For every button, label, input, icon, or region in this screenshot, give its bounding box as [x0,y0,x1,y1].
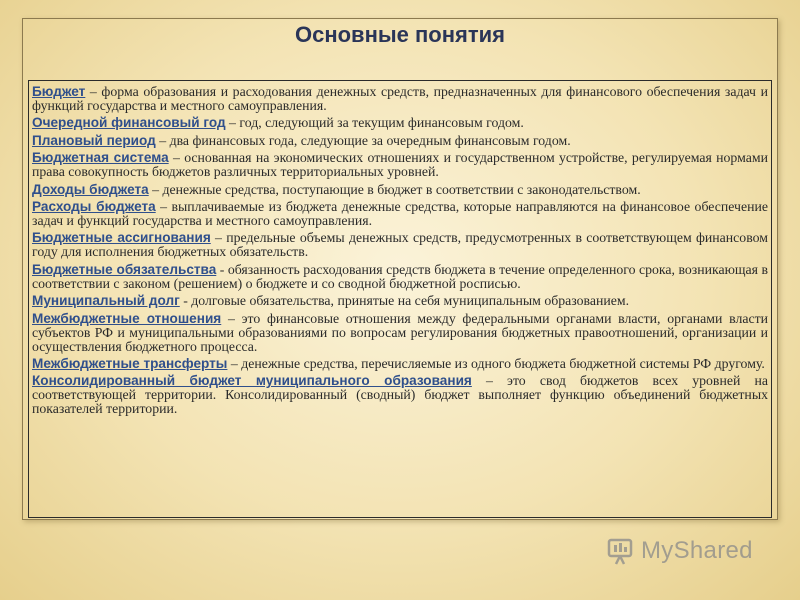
definition-entry [32,263,768,291]
term: Муниципальный долг [32,293,180,309]
definition-entry [32,231,768,259]
term: Бюджет [32,84,86,99]
term: Очередной финансовый год [32,115,226,131]
definition-text: – основанная на экономических отношениях и государственном устройстве, регулируемая нормами права совокупность бюджетов различных территориальных уровней. [32,150,768,180]
term: Бюджетные обязательства [32,261,217,277]
term: Межбюджетные отношения [32,310,222,326]
definition-text: – год, следующий за текущим финансовым годом. [225,115,524,131]
definition-text: - долговые обязательства, принятые на себя муниципальным образованием. [179,293,630,309]
definition-entry [32,134,768,148]
term: Плановый период [32,132,156,148]
definition-text: – денежные средства, поступающие в бюджет в соответствии с законодательством. [148,181,641,197]
definitions-box [28,80,772,518]
myshared-logo[interactable] [606,536,753,566]
definition-text: – это финансовые отношения между федеральными органами власти, органами власти субъектов РФ и муниципальными образованиями по вопросам регулирования бюджетных правоотношений, организации и осуществления бюджетного процесса. [32,310,768,354]
term: Консолидированный бюджет муниципального образования [32,373,472,389]
definition-entry [32,294,768,308]
term: Бюджетные ассигнования [32,230,211,246]
term: Межбюджетные трансферты [32,355,228,371]
term: Доходы бюджета [32,181,149,197]
term: Бюджетная система [32,150,169,166]
definition-text: - обязанность расходования средств бюджета в течение определенного срока, возникающая в соответствии с законом (решением) о бюджете и со сводной бюджетной росписью. [32,261,769,291]
definition-text: – это свод бюджетов всех уровней на соответствующей территории. Консолидированный (сводный) бюджет выполняет функцию объединений бюджетных показателей территории. [32,373,768,417]
definition-entry [32,374,768,416]
definition-text: – выплачиваемые из бюджета денежные средства, которые направляются на финансовое обеспечение задач и функций государства и местного самоуправления. [32,198,768,228]
term: Расходы бюджета [32,198,156,214]
slide-title: Основные понятия [294,22,505,47]
definition-text: – форма образования и расходования денежных средств, предназначенных для финансового обеспечения задач и функций государства и местного самоуправления. [32,84,768,113]
presentation-board-icon [606,536,636,566]
definition-entry [32,357,768,371]
definition-text: – два финансовых года, следующие за очередным финансовым годом. [155,132,571,148]
definition-entry [32,200,768,228]
definition-entry [32,312,768,354]
logo-text: MyShared [641,537,753,564]
definition-text: – предельные объемы денежных средств, предусмотренных в соответствующем финансовом году для исполнения бюджетных обязательств. [32,230,768,260]
definition-entry [32,85,768,113]
definition-entry [32,183,768,197]
definition-entry [32,116,768,130]
definition-entry [32,151,768,179]
definition-text: – денежные средства, перечисляемые из одного бюджета бюджетной системы РФ другому. [227,355,765,371]
